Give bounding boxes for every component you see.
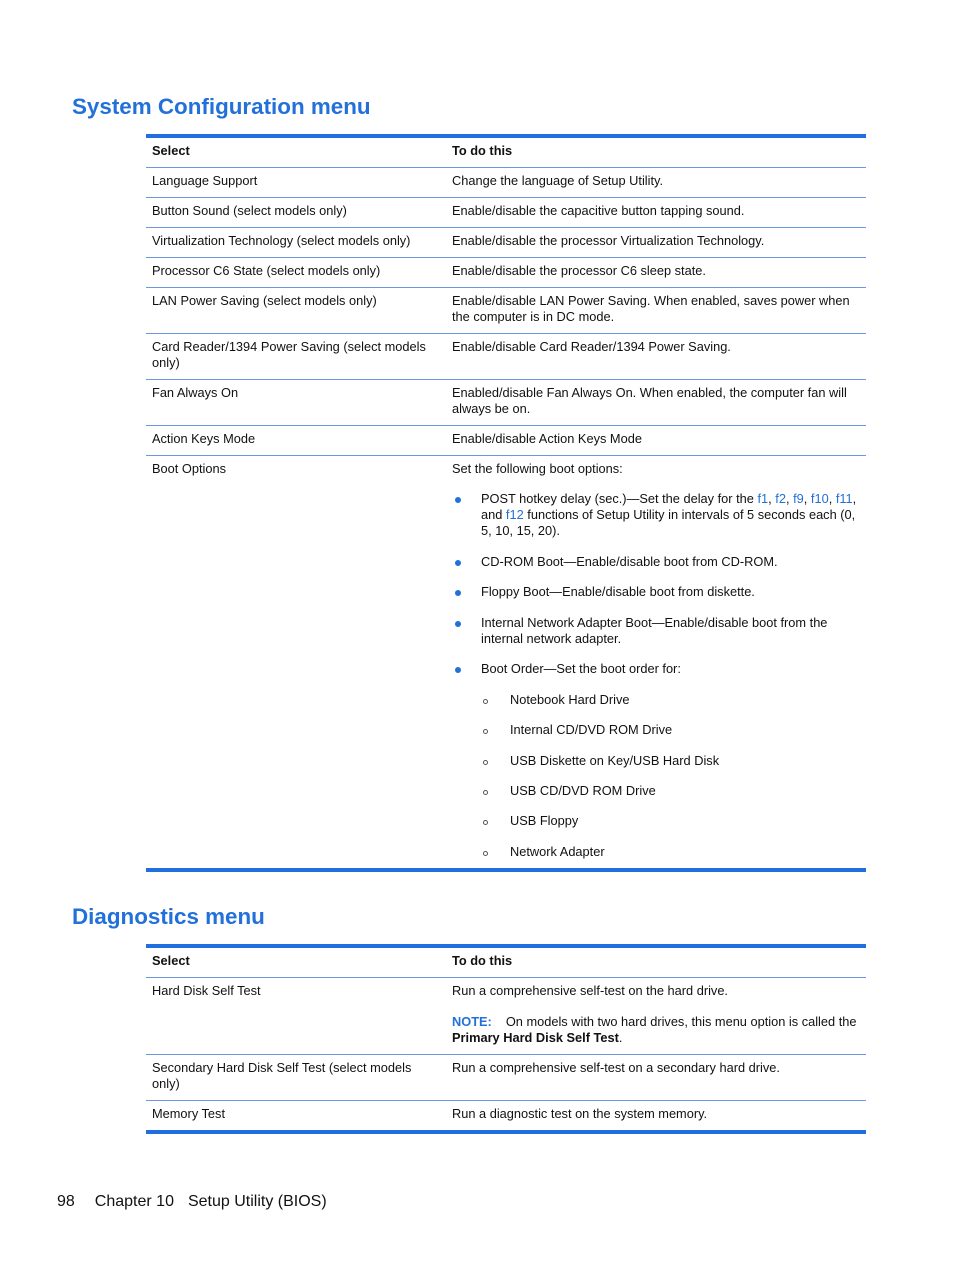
chapter-label: Chapter 10: [94, 1193, 174, 1210]
table-header-row: [146, 138, 866, 168]
table-header-row: [146, 948, 866, 978]
key-f10: f10: [810, 491, 829, 507]
boot-device-label: Network Adapter: [510, 843, 605, 859]
boot-device-label: USB Diskette on Key/USB Hard Disk: [510, 752, 720, 768]
table-row-secondary-hard-disk-self-test: [146, 1055, 866, 1101]
chapter-title: Setup Utility (BIOS): [187, 1193, 327, 1210]
key-f11: f11: [835, 491, 853, 507]
sub-list-item: [481, 722, 864, 738]
diagnostics-table: [146, 944, 866, 1134]
table-row-processor-c6-state: [146, 258, 866, 288]
boot-device-label: USB CD/DVD ROM Drive: [510, 782, 656, 798]
page-number: 98: [57, 1193, 75, 1210]
table-row-hard-disk-self-test: [146, 978, 866, 1055]
select-cell: Boot Options: [152, 461, 226, 476]
separator: , and: [481, 491, 857, 523]
select-cell: LAN Power Saving (select models only): [152, 293, 377, 308]
action-cell: Enable/disable LAN Power Saving. When enabled, saves power when the computer is in DC mode.: [452, 293, 850, 324]
table-row-memory-test: [146, 1101, 866, 1130]
list-item-cd-rom-boot: [452, 554, 864, 570]
list-item-text: Floppy Boot—Enable/disable boot from diskette.: [481, 584, 755, 600]
boot-options-intro: Set the following boot options:: [452, 461, 623, 476]
action-cell: Enabled/disable Fan Always On. When enabled, the computer fan will always be on.: [452, 385, 847, 416]
bullet-icon: [455, 621, 461, 627]
list-item-boot-order: [452, 661, 864, 860]
action-text: Run a comprehensive self-test on the hard drive.: [452, 983, 728, 998]
column-header-to-do-this: To do this: [452, 143, 513, 158]
select-cell: Language Support: [152, 173, 258, 188]
key-f1: f1: [757, 491, 769, 507]
sub-bullet-icon: [483, 699, 488, 704]
boot-device-label: USB Floppy: [510, 813, 579, 829]
separator: ,: [768, 491, 776, 507]
page-footer: [57, 1192, 327, 1212]
column-header-select: Select: [152, 953, 190, 968]
sub-bullet-icon: [483, 760, 488, 765]
bullet-icon: [455, 497, 461, 503]
sub-list-item: [481, 813, 864, 829]
diagnostics-heading: Diagnostics menu: [72, 904, 265, 929]
select-cell: Action Keys Mode: [152, 431, 256, 446]
action-cell: Enable/disable Card Reader/1394 Power Saving.: [452, 339, 731, 354]
note-end: .: [618, 1030, 623, 1045]
select-cell: Card Reader/1394 Power Saving (select models only): [152, 339, 426, 370]
list-item-post-hotkey-delay: [452, 491, 864, 539]
hotkey-text-prefix: POST hotkey delay (sec.)—Set the delay for the: [481, 491, 758, 507]
action-cell: Enable/disable the capacitive button tapping sound.: [452, 203, 745, 218]
sub-bullet-icon: [483, 851, 488, 856]
sub-list-item: [481, 844, 864, 860]
table-row-boot-options: [146, 456, 866, 868]
select-cell: Button Sound (select models only): [152, 203, 347, 218]
separator: ,: [785, 491, 794, 507]
separator: ,: [828, 491, 836, 507]
table-row-button-sound: [146, 198, 866, 228]
system-configuration-table: [146, 134, 866, 872]
list-item-text: Internal Network Adapter Boot—Enable/disable boot from the internal network adapter.: [481, 614, 828, 646]
table-row-card-reader-power-saving: [146, 334, 866, 380]
hotkey-text-suffix: functions of Setup Utility in intervals of 5 seconds each (0, 5, 10, 15, 20).: [481, 507, 856, 539]
separator: ,: [803, 491, 811, 507]
select-cell: Hard Disk Self Test: [152, 983, 261, 998]
sub-list-item: [481, 753, 864, 769]
sub-list-item: [481, 692, 864, 708]
bullet-icon: [455, 667, 461, 673]
table-row-action-keys-mode: [146, 426, 866, 456]
action-cell: Run a diagnostic test on the system memory.: [452, 1106, 708, 1121]
table-row-lan-power-saving: [146, 288, 866, 334]
note-text: On models with two hard drives, this menu option is called the: [505, 1014, 857, 1029]
key-f12: f12: [505, 507, 524, 523]
list-item-text: CD-ROM Boot—Enable/disable boot from CD-ROM.: [481, 553, 778, 569]
list-item-network-adapter-boot: [452, 615, 864, 647]
sub-list-item: [481, 783, 864, 799]
select-cell: Secondary Hard Disk Self Test (select models only): [152, 1060, 412, 1091]
column-header-select: Select: [152, 143, 190, 158]
boot-device-label: Notebook Hard Drive: [510, 691, 630, 707]
column-header-to-do-this: To do this: [452, 953, 513, 968]
sub-bullet-icon: [483, 790, 488, 795]
key-f9: f9: [793, 491, 804, 507]
table-row-fan-always-on: [146, 380, 866, 426]
table-row-virtualization-technology: [146, 228, 866, 258]
bullet-icon: [455, 560, 461, 566]
select-cell: Memory Test: [152, 1106, 226, 1121]
bullet-icon: [455, 590, 461, 596]
action-cell: Change the language of Setup Utility.: [452, 173, 664, 188]
action-cell: [445, 456, 866, 868]
select-cell: Fan Always On: [152, 385, 239, 400]
note-label: NOTE:: [452, 1014, 492, 1029]
action-cell: Enable/disable Action Keys Mode: [452, 431, 642, 446]
list-item-text: [481, 491, 856, 538]
boot-device-label: Internal CD/DVD ROM Drive: [510, 722, 673, 738]
sub-bullet-icon: [483, 729, 488, 734]
note-paragraph: [452, 1014, 864, 1046]
select-cell: Processor C6 State (select models only): [152, 263, 381, 278]
action-cell: Enable/disable the processor Virtualization Technology.: [452, 233, 765, 248]
table-row-language-support: [146, 168, 866, 198]
action-cell: [445, 978, 866, 1054]
note-bold-term: Primary Hard Disk Self Test: [452, 1030, 619, 1045]
key-f2: f2: [775, 491, 786, 507]
system-configuration-heading: System Configuration menu: [72, 94, 371, 119]
sub-bullet-icon: [483, 820, 488, 825]
list-item-floppy-boot: [452, 584, 864, 600]
action-cell: Run a comprehensive self-test on a secondary hard drive.: [452, 1060, 780, 1075]
select-cell: Virtualization Technology (select models only): [152, 233, 411, 248]
list-item-text: Boot Order—Set the boot order for:: [481, 661, 681, 677]
action-cell: Enable/disable the processor C6 sleep state.: [452, 263, 706, 278]
